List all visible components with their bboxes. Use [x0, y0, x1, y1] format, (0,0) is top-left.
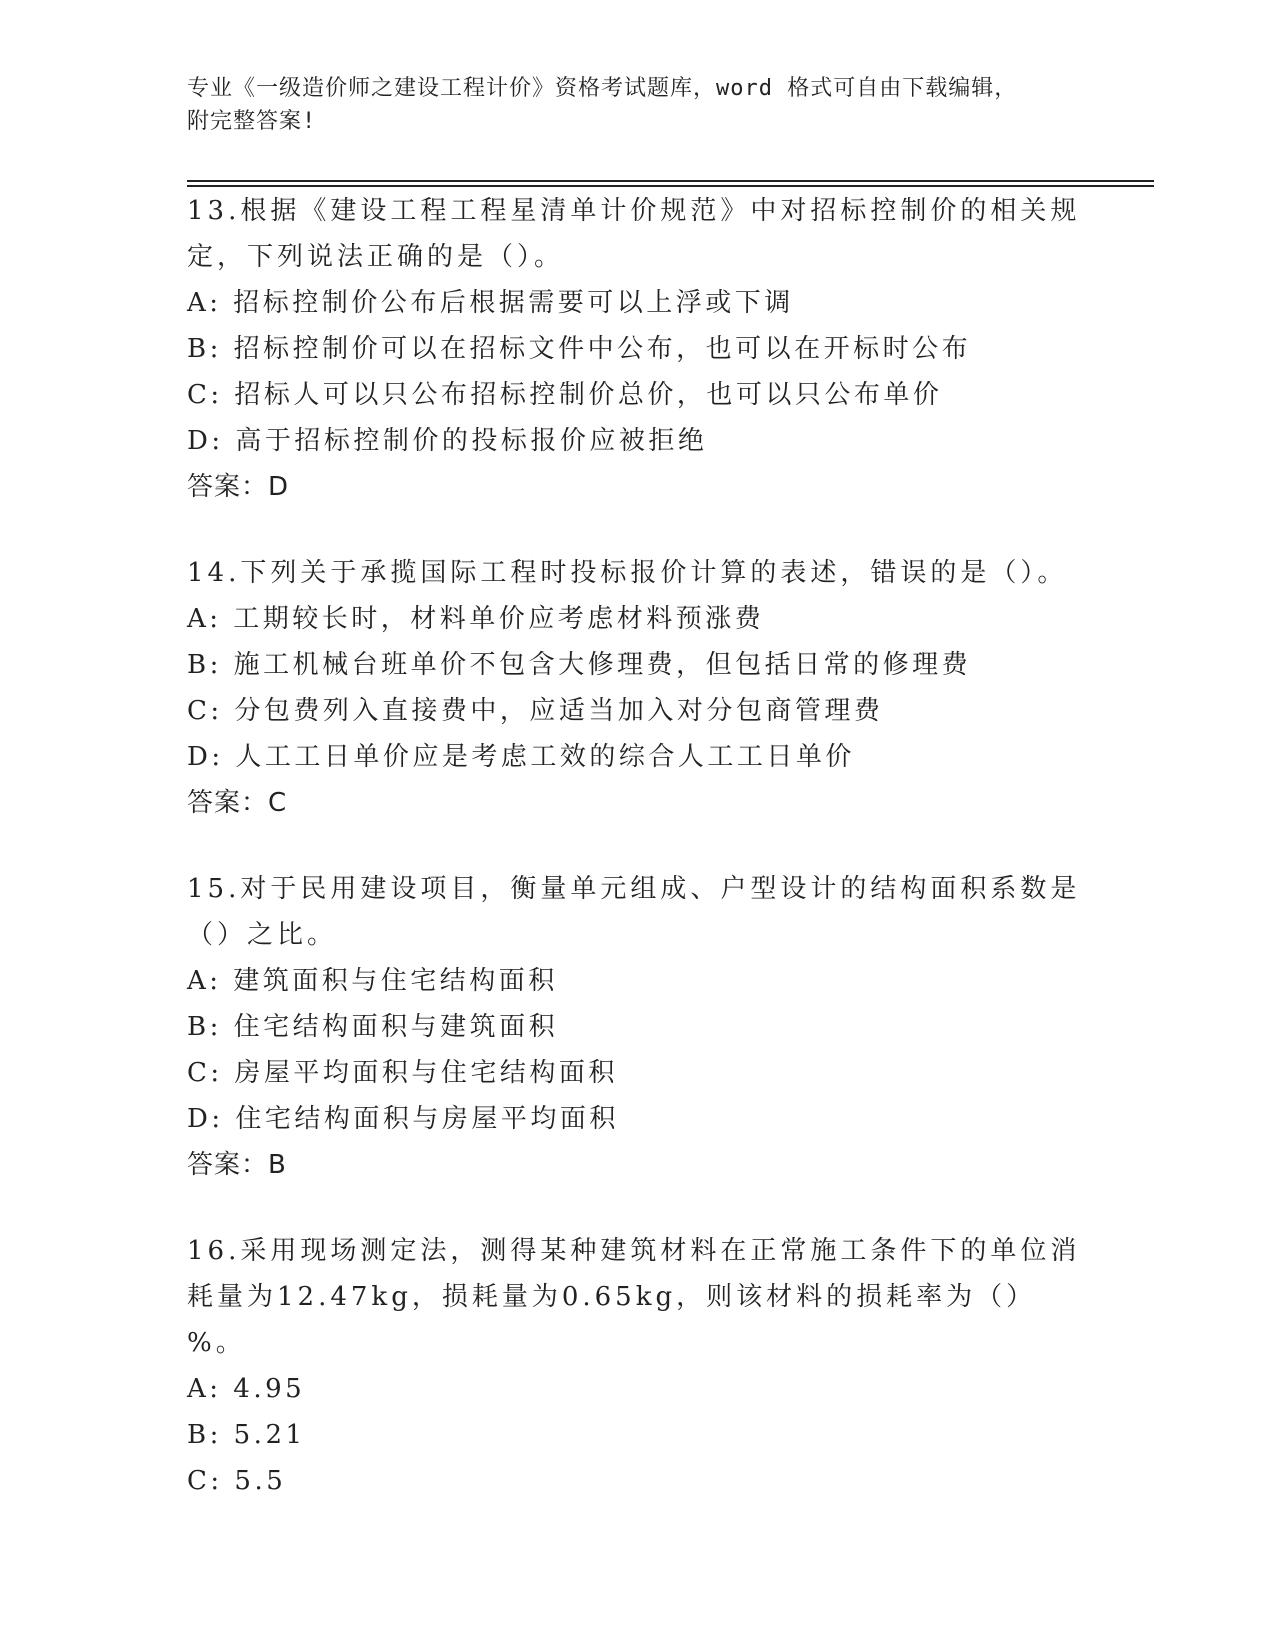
option-b: B: 招标控制价可以在招标文件中公布，也可以在开标时公布	[187, 334, 972, 364]
header-divider-bottom	[187, 185, 1154, 187]
header-line-1: 专业《一级造价师之建设工程计价》资格考试题库，word 格式可自由下载编辑，	[187, 76, 1018, 101]
answer-line: 答案：D	[187, 472, 290, 502]
question-list	[187, 188, 1087, 1544]
question-stem: 16.采用现场测定法，测得某种建筑材料在正常施工条件下的单位消耗量为12.47kg，损耗量为0.65kg，则该材料的损耗率为（）%。	[187, 1236, 1081, 1358]
question-stem: 15.对于民用建设项目，衡量单元组成、户型设计的结构面积系数是（）之比。	[187, 874, 1081, 950]
answer-line: 答案：B	[187, 1150, 287, 1180]
option-b: B: 施工机械台班单价不包含大修理费，但包括日常的修理费	[187, 650, 972, 680]
answer-line: 答案：C	[187, 788, 288, 818]
question-15	[187, 866, 1087, 1188]
question-13	[187, 188, 1087, 510]
question-stem: 13.根据《建设工程工程星清单计价规范》中对招标控制价的相关规定，下列说法正确的是（）。	[187, 196, 1081, 272]
document-header	[187, 72, 1087, 138]
question-14	[187, 550, 1087, 826]
question-stem: 14.下列关于承揽国际工程时投标报价计算的表述，错误的是（）。	[187, 558, 1068, 588]
option-a: A: 建筑面积与住宅结构面积	[187, 966, 558, 996]
option-b: B: 5.21	[187, 1420, 306, 1450]
option-d: D: 住宅结构面积与房屋平均面积	[187, 1104, 619, 1134]
option-c: C: 5.5	[187, 1466, 287, 1496]
option-c: C: 房屋平均面积与住宅结构面积	[187, 1058, 618, 1088]
option-a: A: 4.95	[187, 1374, 306, 1404]
option-c: C: 分包费列入直接费中，应适当加入对分包商管理费	[187, 696, 884, 726]
header-line-2: 附完整答案!	[187, 109, 317, 134]
option-d: D: 人工工日单价应是考虑工效的综合人工工日单价	[187, 742, 855, 772]
option-a: A: 工期较长时，材料单价应考虑材料预涨费	[187, 604, 765, 634]
header-divider-top	[187, 180, 1154, 182]
question-16	[187, 1228, 1087, 1504]
option-a: A: 招标控制价公布后根据需要可以上浮或下调	[187, 288, 794, 318]
option-d: D: 高于招标控制价的投标报价应被拒绝	[187, 426, 708, 456]
option-b: B: 住宅结构面积与建筑面积	[187, 1012, 559, 1042]
option-c: C: 招标人可以只公布招标控制价总价，也可以只公布单价	[187, 380, 943, 410]
